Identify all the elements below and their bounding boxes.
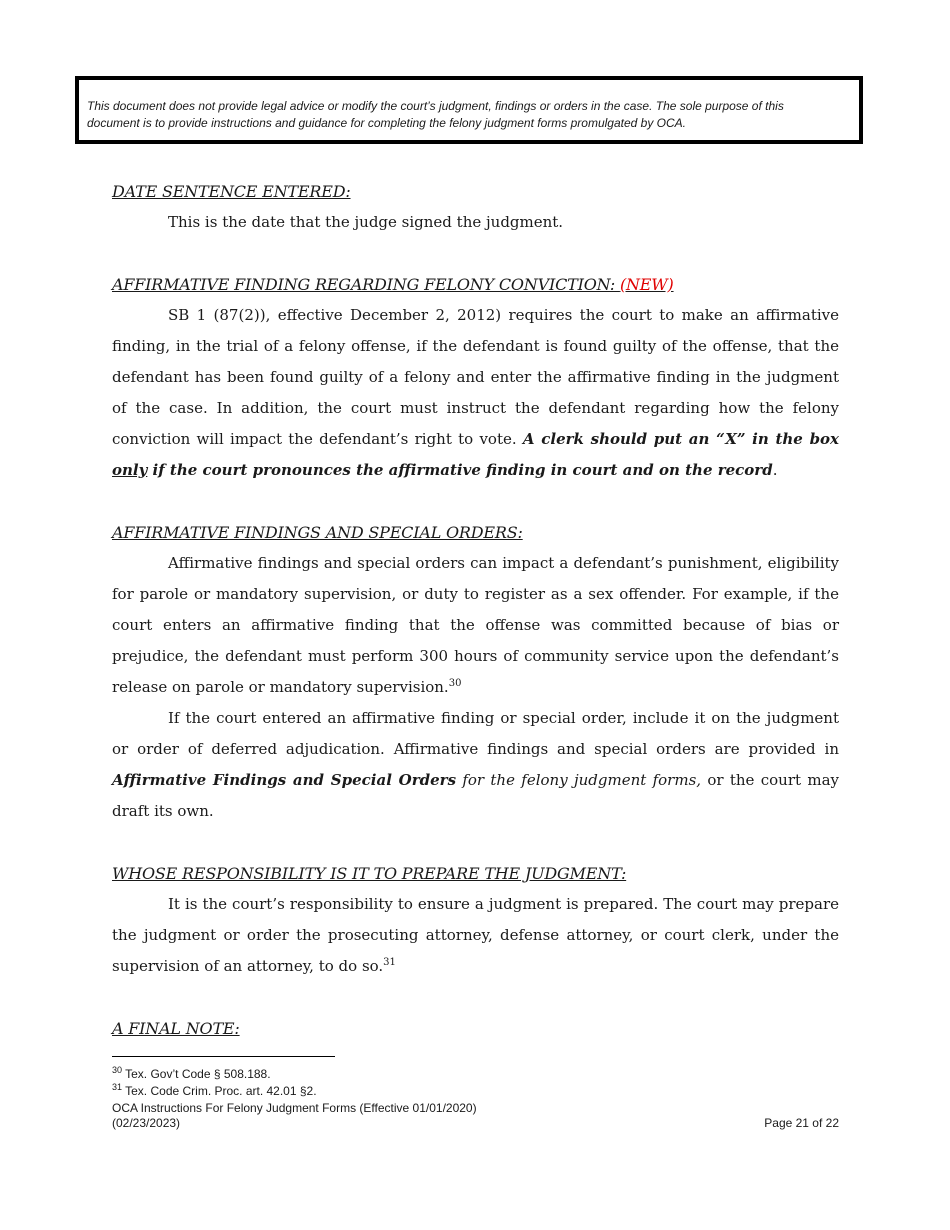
para-affirmative-felony-text: SB 1 (87(2)), effective December 2, 2012) requires the court to make an affirmative finding, in the trial of a felony offense, if the defendant is found guilty of the offense, that the defendant has been found guilty of a felony and enter the affirmative finding in the judgment of the case. In addition, the court must instruct the defendant regarding how the felony conviction will impact the defendant’s right to vote. [112,306,839,448]
document-body [112,176,839,1044]
footnote-divider [112,1056,335,1057]
clerk-instruction-emphasis: A clerk should put an “X” in the box [522,430,840,448]
footnote-ref-31: 31 [383,957,396,968]
para-special-orders-2-end: or the court may draft its own. [112,771,839,820]
para-affirmative-felony [112,300,839,486]
page-number: Page 21 of 22 [764,1116,839,1130]
heading-responsibility: WHOSE RESPONSIBILITY IS IT TO PREPARE THE JUDGMENT: [112,864,627,883]
footnote-30-text: Tex. Gov’t Code § 508.188. [122,1067,271,1081]
para-special-orders-1-text: Affirmative findings and special orders can impact a defendant’s punishment, eligibility for parole or mandatory supervision, or duty to register as a sex offender. For example, if the court enters an affirmative finding that the offense was committed because of bias or prejudice, the defendant must perform 300 hours of community service upon the defendant’s release on parole or mandatory supervision. [112,554,839,696]
only-emphasis: only [112,461,148,479]
heading-special-orders: AFFIRMATIVE FINDINGS AND SPECIAL ORDERS: [112,523,523,542]
para-special-orders-1 [112,548,839,703]
special-orders-title: Affirmative Findings and Special Orders [112,771,457,789]
para-special-orders-2-text: If the court entered an affirmative finding or special order, include it on the judgment or order of deferred adjudication. Affirmative findings and special orders are provided in [112,709,839,758]
page-footer [112,1101,839,1131]
heading-date-sentence: DATE SENTENCE ENTERED: [112,182,351,201]
heading-affirmative-felony-text: AFFIRMATIVE FINDING REGARDING FELONY CONVICTION: [112,275,620,294]
footer-date: (02/23/2023) [112,1116,181,1130]
special-orders-forms: for the felony judgment forms, [456,771,702,789]
footnote-31-num: 31 [112,1082,123,1092]
new-tag: (NEW) [619,275,674,294]
footnotes [112,1066,839,1100]
footnote-ref-30: 30 [448,678,462,689]
para-date-sentence: This is the date that the judge signed the judgment. [168,213,564,231]
disclaimer-line-2: document is to provide instructions and guidance for completing the felony judgment forms promulgated by OCA. [87,116,686,130]
para-responsibility [112,889,839,982]
heading-affirmative-felony [112,269,839,300]
footnote-31 [112,1083,839,1100]
footnote-30 [112,1066,839,1083]
footnote-30-num: 30 [112,1065,123,1075]
para-responsibility-text: It is the court’s responsibility to ensure a judgment is prepared. The court may prepare the judgment or order the prosecuting attorney, defense attorney, or court clerk, under the supervision of an attorney, to do so. [112,895,839,975]
record-emphasis: if the court pronounces the affirmative finding in court and on the record [147,461,773,479]
disclaimer-box [75,76,863,144]
footnote-31-text: Tex. Code Crim. Proc. art. 42.01 §2. [122,1084,317,1098]
footer-title: OCA Instructions For Felony Judgment Forms (Effective 01/01/2020) [112,1101,477,1115]
para-end-period: . [772,461,778,479]
para-special-orders-2 [112,703,839,827]
disclaimer-line-1: This document does not provide legal advice or modify the court’s judgment, findings or orders in the case. The sole purpose of this [87,99,784,113]
heading-final-note: A FINAL NOTE: [112,1019,240,1038]
